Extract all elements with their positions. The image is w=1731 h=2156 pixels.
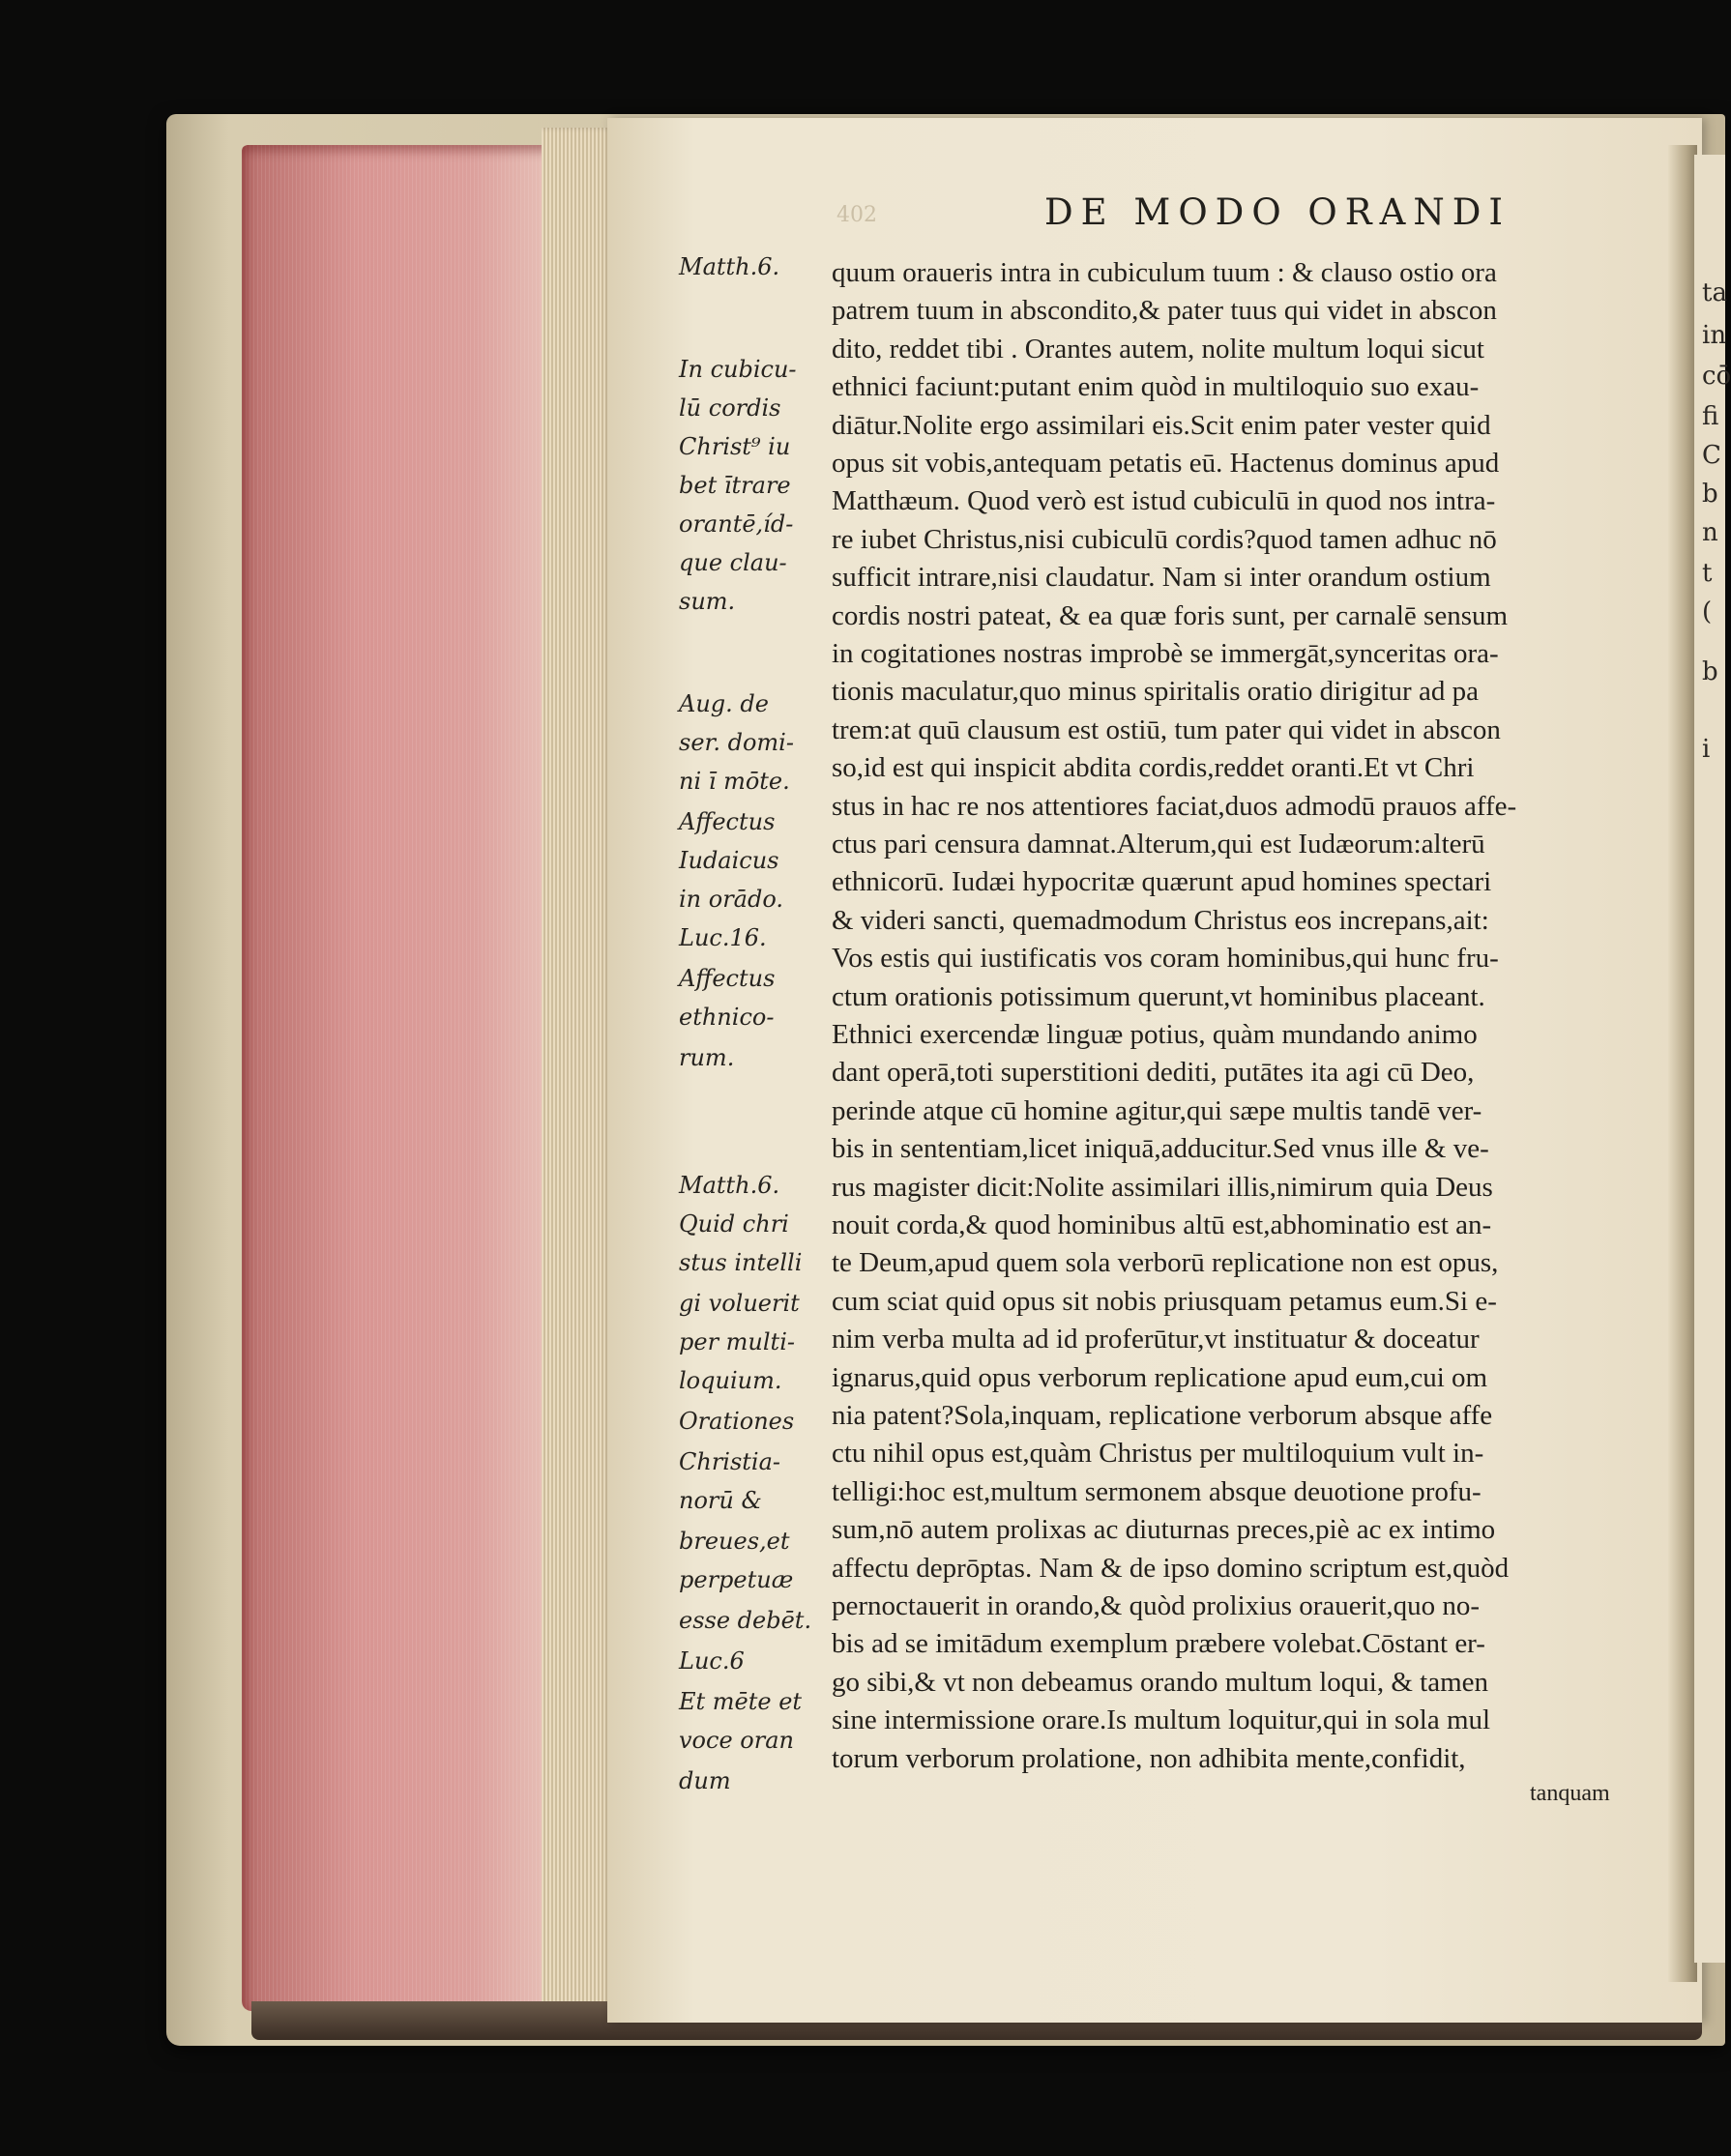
- body-line: ctu nihil opus est,quàm Christus per multiloquium vult in-: [832, 1438, 1484, 1470]
- margin-note: ni ī mōte.: [679, 768, 790, 795]
- body-line: bis ad se imitādum exemplum præbere volebat.Cōstant er-: [832, 1628, 1485, 1660]
- body-line: sum,nō autem prolixas ac diuturnas preces,piè ac ex intimo: [832, 1514, 1496, 1546]
- facing-page-fragment: in: [1702, 321, 1727, 350]
- margin-note: dum: [679, 1767, 731, 1794]
- running-head: DE MODO ORANDI: [1044, 191, 1511, 233]
- facing-page: [1694, 155, 1731, 1963]
- body-line: diātur.Nolite ergo assimilari eis.Scit enim pater vester quid: [832, 409, 1491, 441]
- margin-note: Aug. de: [679, 690, 769, 717]
- body-line: cordis nostri pateat, & ea quæ foris sunt, per carnalē sensum: [832, 599, 1509, 631]
- margin-note: sum.: [679, 588, 736, 615]
- body-line: affectu deprōptas. Nam & de ipso domino scriptum est,quòd: [832, 1552, 1510, 1584]
- body-line: ethnicorū. Iudæi hypocritæ quærunt apud homines spectari: [832, 866, 1492, 898]
- body-line: nouit corda,& quod hominibus altū est,abhominatio est an-: [832, 1209, 1492, 1240]
- faint-page-number: 402: [836, 203, 877, 227]
- margin-note: bet ītrare: [679, 472, 791, 499]
- facing-page-fragment: n: [1702, 518, 1718, 547]
- body-line: tionis maculatur,quo minus spiritalis oratio dirigitur ad pa: [832, 676, 1479, 708]
- margin-note: ser. domi-: [679, 729, 794, 756]
- margin-note: In cubicu-: [679, 356, 797, 383]
- body-line: ctus pari censura damnat.Alterum,qui est Iudæorum:alterū: [832, 829, 1485, 859]
- body-line: dant operā,toti superstitioni dediti, putātes ita agi cū Deo,: [832, 1057, 1475, 1089]
- margin-note: Luc.6: [679, 1647, 745, 1675]
- body-line: ethnici faciunt:putant enim quòd in multiloquio suo exau-: [832, 371, 1480, 403]
- margin-note: que clau-: [679, 549, 787, 576]
- body-line: Vos estis qui iustificatis vos coram hominibus,qui hunc fru-: [832, 943, 1499, 975]
- margin-note: Matth.6.: [679, 253, 780, 280]
- body-line: perinde atque cū homine agitur,qui sæpe multis tandē ver-: [832, 1094, 1482, 1126]
- body-line: stus in hac re nos attentiores faciat,duos admodū prauos affe-: [832, 790, 1517, 822]
- margin-note: Orationes: [679, 1408, 795, 1435]
- catchword: tanquam: [1530, 1781, 1610, 1806]
- body-line: telligi:hoc est,multum sermonem absque deuotione profu-: [832, 1475, 1482, 1507]
- body-line: & videri sancti, quemadmodum Christus eos increpans,ait:: [832, 904, 1489, 936]
- margin-note: perpetuæ: [679, 1566, 794, 1593]
- body-line: trem:at quū clausum est ostiū, tum pater qui videt in abscon: [832, 714, 1501, 745]
- body-line: ignarus,quid opus verborum replicatione apud eum,cui om: [832, 1361, 1488, 1393]
- facing-page-fragment: b: [1702, 657, 1718, 686]
- body-line: pernoctauerit in orando,& quòd prolixius orauerit,quo no-: [832, 1590, 1481, 1621]
- page-edges-cream: [542, 128, 615, 2023]
- margin-note: voce oran: [679, 1727, 794, 1754]
- margin-note: Christia-: [679, 1448, 781, 1475]
- body-line: opus sit vobis,antequam petatis eū. Hactenus dominus apud: [832, 448, 1500, 479]
- margin-note: esse debēt.: [679, 1607, 812, 1634]
- body-line: in cogitationes nostras improbè se immergāt,synceritas ora-: [832, 638, 1499, 669]
- margin-note: in orādo.: [679, 886, 784, 913]
- page-edges-red: [242, 145, 571, 2011]
- body-line: sufficit intrare,nisi claudatur. Nam si inter orandum ostium: [832, 562, 1491, 594]
- facing-page-fragment: (: [1702, 597, 1713, 626]
- body-line: dito, reddet tibi . Orantes autem, nolite multum loqui sicut: [832, 333, 1484, 364]
- body-line: patrem tuum in abscondito,& pater tuus qui videt in abscon: [832, 295, 1497, 327]
- margin-note: gi voluerit: [679, 1290, 800, 1317]
- body-line: cum sciat quid opus sit nobis priusquam petamus eum.Si e-: [832, 1285, 1497, 1317]
- facing-page-fragment: fi: [1702, 402, 1719, 431]
- facing-page-fragment: C: [1702, 441, 1721, 470]
- margin-note: rum.: [679, 1044, 735, 1071]
- margin-note: norū &: [679, 1487, 762, 1514]
- margin-note: stus intelli: [679, 1249, 803, 1276]
- body-line: sine intermissione orare.Is multum loquitur,qui in sola mul: [832, 1704, 1491, 1736]
- margin-note: Affectus: [679, 808, 776, 835]
- margin-note: Quid chri: [679, 1210, 789, 1238]
- body-line: nim verba multa ad id proferūtur,vt instituatur & doceatur: [832, 1324, 1480, 1355]
- facing-page-fragment: cō: [1702, 362, 1731, 391]
- facing-page-fragment: b: [1702, 480, 1718, 509]
- body-line: nia patent?Sola,inquam, replicatione verborum absque affe: [832, 1400, 1493, 1431]
- margin-note: Et mēte et: [679, 1688, 803, 1715]
- margin-note: breues,et: [679, 1528, 790, 1555]
- body-line: torum verborum prolatione, non adhibita mente,confidit,: [832, 1742, 1466, 1774]
- margin-note: Matth.6.: [679, 1172, 780, 1199]
- body-line: Matthæum. Quod verò est istud cubiculū in quod nos intra-: [832, 485, 1496, 517]
- body-line: quum oraueris intra in cubiculum tuum : & clauso ostio ora: [832, 257, 1497, 288]
- facing-page-fragment: i: [1702, 735, 1711, 764]
- margin-note: ethnico-: [679, 1004, 775, 1031]
- margin-note: lū cordis: [679, 394, 781, 422]
- body-line: re iubet Christus,nisi cubiculū cordis?quod tamen adhuc nō: [832, 523, 1497, 555]
- margin-note: loquium.: [679, 1367, 782, 1394]
- margin-note: Iudaicus: [679, 847, 779, 874]
- margin-note: Affectus: [679, 965, 776, 992]
- body-line: te Deum,apud quem sola verborū replicatione non est opus,: [832, 1247, 1499, 1279]
- body-line: go sibi,& vt non debeamus orando multum loqui, & tamen: [832, 1666, 1489, 1698]
- book-gutter: [1668, 145, 1697, 1982]
- facing-page-fragment: ta: [1702, 278, 1727, 307]
- margin-note: per multi-: [679, 1328, 795, 1355]
- margin-note: Luc.16.: [679, 924, 767, 951]
- facing-page-fragment: t: [1702, 559, 1713, 588]
- body-line: Ethnici exercendæ linguæ potius, quàm mundando animo: [832, 1019, 1478, 1050]
- body-line: so,id est qui inspicit abdita cordis,reddet oranti.Et vt Chri: [832, 752, 1475, 784]
- margin-note: orantē,íd-: [679, 510, 794, 538]
- body-line: bis in sententiam,licet iniquā,adducitur.Sed vnus ille & ve-: [832, 1133, 1489, 1165]
- margin-note: Christ⁹ iu: [679, 433, 791, 460]
- body-line: rus magister dicit:Nolite assimilari illis,nimirum quia Deus: [832, 1171, 1493, 1203]
- body-line: ctum orationis potissimum querunt,vt hominibus placeant.: [832, 980, 1485, 1012]
